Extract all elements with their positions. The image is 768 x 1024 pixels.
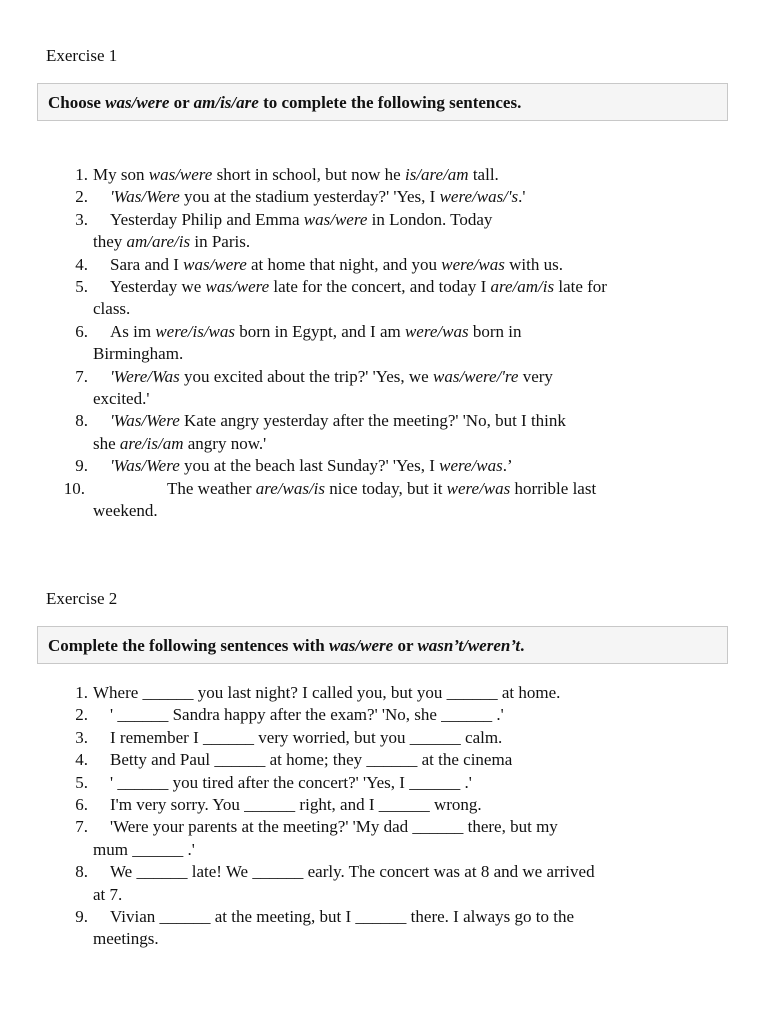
- answer-options: were/was: [446, 478, 511, 498]
- sentence-text: I remember I ______ very worried, but you ______ calm.: [110, 727, 503, 747]
- sentence-text: Yesterday Philip and Emma: [110, 209, 304, 229]
- sentence-text: horrible last: [510, 478, 597, 498]
- list-item: [0, 209, 730, 254]
- sentence-text: in Paris.: [190, 232, 251, 252]
- answer-options: 'Was/Were: [110, 411, 180, 431]
- sentence-text: .’: [502, 456, 513, 476]
- list-item: [0, 254, 730, 276]
- list-item: [0, 906, 730, 951]
- exercise-2-title: Exercise 2: [46, 589, 118, 608]
- answer-options: was/were: [183, 254, 247, 274]
- list-item: [0, 478, 730, 523]
- answer-options: 'Was/Were: [110, 187, 180, 207]
- sentence-text: Birmingham.: [93, 344, 184, 364]
- answer-options: were/is/was: [155, 321, 235, 341]
- item-number: 4.: [75, 254, 88, 274]
- answer-options: are/was/is: [255, 478, 326, 498]
- item-number: 6.: [75, 321, 88, 341]
- instruction-text-pre: Complete the following sentences with: [48, 636, 329, 655]
- item-number: 9.: [75, 907, 88, 927]
- list-item: [0, 164, 730, 186]
- item-number: 5.: [75, 277, 88, 297]
- item-number: 2.: [75, 187, 88, 207]
- instruction-option-2: am/is/are: [193, 93, 259, 112]
- item-number: 1.: [75, 683, 88, 702]
- list-item: [0, 321, 730, 366]
- list-item: [0, 727, 730, 749]
- list-item: [0, 366, 730, 411]
- sentence-text: Sara and I: [110, 254, 184, 274]
- instruction-option-1: was/were: [328, 636, 394, 655]
- instruction-text-post: to complete the following sentences.: [258, 93, 522, 112]
- answer-options: are/am/is: [490, 277, 555, 297]
- sentence-text: you at the stadium yesterday?' 'Yes, I: [179, 187, 440, 207]
- list-item: [0, 682, 730, 704]
- sentence-text: The weather: [167, 478, 256, 498]
- instruction-text-pre: Choose: [48, 93, 106, 112]
- sentence-text: Where ______ you last night? I called you, but you ______ at home.: [93, 683, 561, 702]
- exercise-2-list: [0, 682, 730, 951]
- sentence-text: you excited about the trip?' 'Yes, we: [179, 366, 433, 386]
- sentence-text: very: [518, 366, 553, 386]
- instruction-text-mid: or: [169, 93, 194, 112]
- answer-options: was/were: [205, 277, 270, 297]
- item-number: 7.: [75, 366, 88, 386]
- item-number: 1.: [75, 165, 88, 184]
- instruction-option-1: was/were: [105, 93, 170, 112]
- sentence-text: As im: [110, 321, 156, 341]
- answer-options: were/was/'s: [439, 187, 519, 207]
- sentence-text: 'Were your parents at the meeting?' 'My dad ______ there, but my: [110, 817, 558, 837]
- list-item: [0, 794, 730, 816]
- sentence-text: late for the concert, and today I: [269, 277, 491, 297]
- sentence-text: Yesterday we: [110, 277, 206, 297]
- item-number: 5.: [75, 772, 88, 792]
- list-item: [0, 816, 730, 861]
- instruction-text-mid: or: [393, 636, 418, 655]
- sentence-text: excited.': [93, 389, 150, 409]
- sentence-text: with us.: [504, 254, 563, 274]
- sentence-text: born in: [468, 321, 522, 341]
- sentence-text: at 7.: [93, 884, 123, 904]
- sentence-text: ' ______ Sandra happy after the exam?' 'No, she ______ .': [110, 705, 504, 725]
- list-item: [0, 704, 730, 726]
- item-number: 6.: [75, 795, 88, 815]
- sentence-text: late for: [554, 277, 607, 297]
- item-number: 9.: [75, 456, 88, 476]
- sentence-text: We ______ late! We ______ early. The concert was at 8 and we arrived: [110, 862, 595, 882]
- instruction-text-post: .: [520, 636, 525, 655]
- list-item: [0, 410, 730, 455]
- sentence-text: class.: [93, 299, 131, 319]
- item-number: 3.: [75, 727, 88, 747]
- sentence-text: born in Egypt, and I am: [235, 321, 405, 341]
- sentence-text: you at the beach last Sunday?' 'Yes, I: [179, 456, 440, 476]
- sentence-text: ' ______ you tired after the concert?' 'Yes, I ______ .': [110, 772, 472, 792]
- answer-options: am/are/is: [126, 232, 191, 252]
- list-item: [0, 861, 730, 906]
- sentence-text: angry now.': [183, 433, 267, 453]
- instruction-option-2: wasn’t/weren’t: [417, 636, 521, 655]
- sentence-text: My son: [93, 165, 149, 184]
- sentence-text: at home that night, and you: [246, 254, 442, 274]
- list-item: [0, 772, 730, 794]
- exercise-1-instruction: [37, 83, 728, 121]
- sentence-text: Vivian ______ at the meeting, but I ______ there. I always go to the: [110, 907, 575, 927]
- item-number: 3.: [75, 209, 88, 229]
- answer-options: were/was: [441, 254, 505, 274]
- sentence-text: meetings.: [93, 929, 159, 949]
- list-item: [0, 455, 730, 477]
- sentence-text: short in school, but now he: [212, 165, 405, 184]
- sentence-text: she: [93, 433, 120, 453]
- answer-options: were/was: [439, 456, 503, 476]
- sentence-text: nice today, but it: [325, 478, 447, 498]
- sentence-text: tall.: [468, 165, 499, 184]
- sentence-text: Betty and Paul ______ at home; they ______ at the cinema: [110, 750, 513, 770]
- item-number: 7.: [75, 817, 88, 837]
- sentence-text: Kate angry yesterday after the meeting?' 'No, but I think: [179, 411, 566, 431]
- sentence-text: in London. Today: [367, 209, 493, 229]
- list-item: [0, 276, 730, 321]
- exercise-2-instruction: [37, 626, 728, 664]
- exercise-1-title: Exercise 1: [46, 46, 118, 65]
- sentence-text: I'm very sorry. You ______ right, and I ______ wrong.: [110, 795, 482, 815]
- sentence-text: they: [93, 232, 127, 252]
- item-number: 4.: [75, 750, 88, 770]
- answer-options: 'Were/Was: [110, 366, 180, 386]
- list-item: [0, 749, 730, 771]
- item-number: 8.: [75, 862, 88, 882]
- answer-options: were/was: [404, 321, 469, 341]
- sentence-text: .': [518, 187, 526, 207]
- answer-options: are/is/am: [119, 433, 184, 453]
- item-number: 8.: [75, 411, 88, 431]
- item-number: 10.: [63, 478, 85, 498]
- sentence-text: mum ______ .': [93, 839, 195, 859]
- answer-options: was/were/'re: [432, 366, 519, 386]
- answer-options: was/were: [303, 209, 368, 229]
- exercise-1-list: [0, 164, 730, 523]
- item-number: 2.: [75, 705, 88, 725]
- answer-options: was/were: [148, 165, 213, 184]
- list-item: [0, 186, 730, 208]
- sentence-text: weekend.: [93, 501, 158, 521]
- answer-options: is/are/am: [404, 165, 469, 184]
- answer-options: 'Was/Were: [110, 456, 180, 476]
